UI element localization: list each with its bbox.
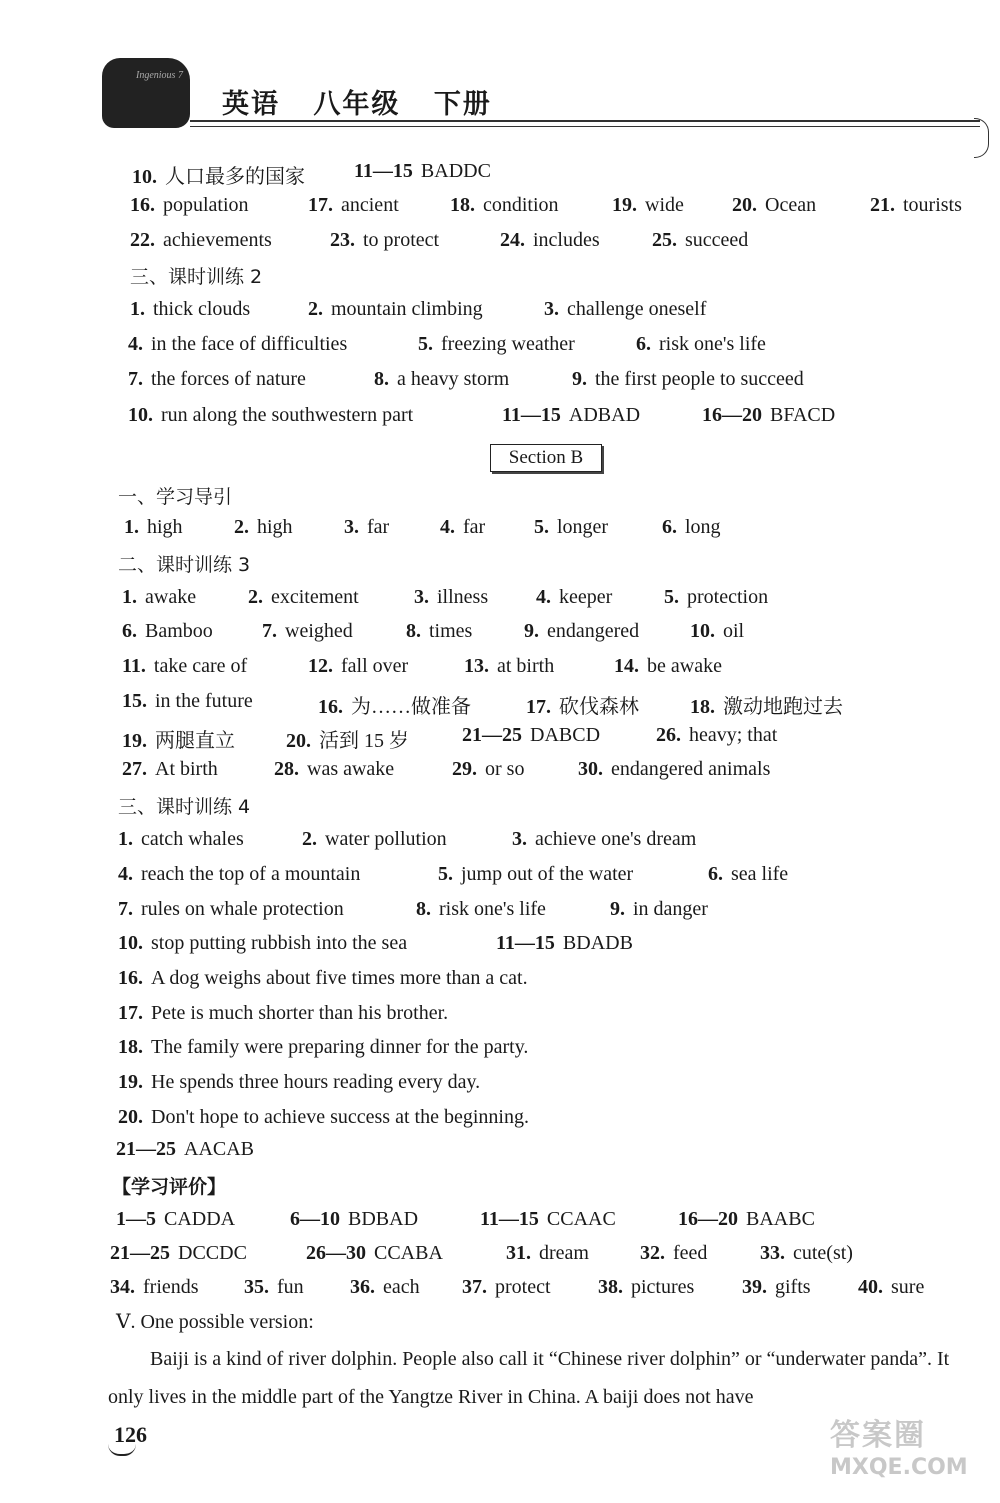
item-number: 5. <box>534 516 549 538</box>
answer-item <box>450 194 559 217</box>
answer-item <box>578 758 770 781</box>
item-text: in the face of difficulties <box>151 333 348 355</box>
item-number: 18. <box>118 1036 143 1058</box>
item-number: 21. <box>870 194 895 216</box>
item-number: 9. <box>610 898 625 920</box>
answer-item <box>534 516 608 539</box>
item-text: BDBAD <box>348 1208 419 1230</box>
answer-item <box>464 655 554 678</box>
item-number: 4. <box>440 516 455 538</box>
answer-item <box>350 1276 420 1299</box>
answer-item <box>248 586 359 609</box>
item-number: 15. <box>122 690 147 712</box>
answer-item <box>122 690 253 713</box>
item-number: 16—20 <box>678 1208 738 1230</box>
item-text: 激动地跑过去 <box>723 696 843 718</box>
watermark-logo: 答案圈 <box>830 1418 926 1453</box>
answer-item <box>116 1138 254 1161</box>
item-text: achievements <box>163 229 272 251</box>
answer-item <box>662 516 721 539</box>
item-text: at birth <box>497 655 555 677</box>
item-text: in the future <box>155 690 253 712</box>
answer-item <box>118 967 528 990</box>
item-text: take care of <box>153 655 248 677</box>
item-text: protection <box>687 586 769 608</box>
item-number: 10. <box>118 932 143 954</box>
item-text: BFACD <box>770 404 836 426</box>
evaluation-heading: 【学习评价】 <box>112 1176 227 1198</box>
answer-item <box>418 333 575 356</box>
header-logo <box>102 58 190 128</box>
answer-item <box>678 1208 815 1231</box>
answer-item <box>610 898 708 921</box>
item-text: tourists <box>903 194 962 216</box>
header-rule-thin <box>190 126 980 127</box>
answer-item <box>286 724 409 753</box>
answer-item <box>462 724 600 747</box>
item-text: BAABC <box>746 1208 815 1230</box>
item-number: 1. <box>124 516 139 538</box>
answer-item <box>330 229 439 252</box>
answer-item <box>234 516 293 539</box>
answer-item <box>130 229 272 252</box>
item-text: awake <box>145 586 197 608</box>
item-number: 27. <box>122 758 147 780</box>
answer-item <box>118 932 407 955</box>
item-text: illness <box>437 586 489 608</box>
answer-item <box>406 620 472 643</box>
item-number: 17. <box>308 194 333 216</box>
item-text: the first people to succeed <box>595 368 804 390</box>
item-number: 1. <box>130 298 145 320</box>
page-header-title <box>222 82 514 121</box>
answer-item <box>690 620 744 643</box>
item-number: 10. <box>690 620 715 642</box>
item-text: weighed <box>285 620 353 642</box>
item-number: 11—15 <box>480 1208 539 1230</box>
answer-item <box>128 333 347 356</box>
item-text: CCAAC <box>546 1208 616 1230</box>
answer-item <box>128 404 413 427</box>
item-number: 16. <box>118 967 143 989</box>
item-text: 人口最多的国家 <box>165 166 305 188</box>
answer-item <box>244 1276 304 1299</box>
item-text: the forces of nature <box>151 368 306 390</box>
item-text: excitement <box>271 586 359 608</box>
answer-item <box>122 620 213 643</box>
item-number: 10. <box>132 166 157 188</box>
answer-item <box>636 333 766 356</box>
item-text: gifts <box>775 1276 811 1298</box>
item-text: ancient <box>341 194 399 216</box>
answer-item <box>858 1276 924 1299</box>
answer-item <box>652 229 748 252</box>
item-text: Bamboo <box>145 620 213 642</box>
answer-item <box>760 1242 853 1265</box>
answer-item <box>122 758 218 781</box>
answer-item <box>690 690 843 719</box>
item-number: 11—15 <box>502 404 561 426</box>
item-number: 20. <box>732 194 757 216</box>
item-number: 13. <box>464 655 489 677</box>
item-text: CCABA <box>374 1242 443 1264</box>
logo-text: Ingenious 7 <box>136 70 183 81</box>
answer-item <box>536 586 612 609</box>
item-number: 12. <box>308 655 333 677</box>
item-number: 24. <box>500 229 525 251</box>
answer-item <box>262 620 353 643</box>
item-text: fun <box>277 1276 304 1298</box>
item-text: He spends three hours reading every day. <box>151 1071 481 1093</box>
item-text: BADDC <box>420 160 491 182</box>
answer-item <box>354 160 491 183</box>
answer-item <box>612 194 684 217</box>
item-number: 31. <box>506 1242 531 1264</box>
answer-item <box>118 1036 528 1059</box>
answer-item <box>702 404 835 427</box>
item-text: 为……做准备 <box>351 696 471 718</box>
item-number: 36. <box>350 1276 375 1298</box>
answer-item <box>118 863 360 886</box>
item-number: 4. <box>118 863 133 885</box>
answer-item <box>452 758 524 781</box>
answer-item <box>462 1276 551 1299</box>
volume-label: 下册 <box>433 89 492 120</box>
item-number: 11—15 <box>354 160 413 182</box>
answer-item <box>132 160 305 189</box>
item-text: stop putting rubbish into the sea <box>151 932 408 954</box>
item-text: or so <box>485 758 525 780</box>
item-number: 6. <box>636 333 651 355</box>
item-number: 5. <box>418 333 433 355</box>
item-text: wide <box>645 194 684 216</box>
answer-item <box>480 1208 616 1231</box>
item-number: 1—5 <box>116 1208 156 1230</box>
item-number: 7. <box>118 898 133 920</box>
item-text: Pete is much shorter than his brother. <box>151 1002 449 1024</box>
item-text: in danger <box>633 898 708 920</box>
item-text: endangered <box>547 620 640 642</box>
item-text: The family were preparing dinner for the party. <box>151 1036 529 1058</box>
answer-item <box>110 1276 199 1299</box>
answer-item <box>290 1208 418 1231</box>
answer-item <box>274 758 394 781</box>
answer-item <box>130 298 250 321</box>
answer-item <box>572 368 804 391</box>
section-heading: 三、课时训练 4 <box>118 796 251 818</box>
item-number: 18. <box>450 194 475 216</box>
watermark-url: MXQE.COM <box>830 1455 968 1480</box>
answer-item <box>524 620 639 643</box>
item-text: to protect <box>363 229 440 251</box>
item-number: 16. <box>130 194 155 216</box>
item-text: longer <box>557 516 609 538</box>
item-number: 4. <box>128 333 143 355</box>
item-text: 活到 15 岁 <box>319 730 409 752</box>
item-text: CADDA <box>164 1208 236 1230</box>
answer-item <box>598 1276 694 1299</box>
answer-item <box>502 404 640 427</box>
item-number: 3. <box>544 298 559 320</box>
item-number: 40. <box>858 1276 883 1298</box>
item-number: 6. <box>662 516 677 538</box>
item-text: mountain climbing <box>331 298 483 320</box>
item-number: 25. <box>652 229 677 251</box>
answer-item <box>664 586 768 609</box>
item-number: 9. <box>524 620 539 642</box>
item-number: 6. <box>122 620 137 642</box>
item-text: fall over <box>341 655 409 677</box>
item-number: 39. <box>742 1276 767 1298</box>
item-number: 26—30 <box>306 1242 366 1264</box>
item-text: be awake <box>647 655 722 677</box>
item-number: 29. <box>452 758 477 780</box>
item-text: jump out of the water <box>461 863 634 885</box>
item-text: 砍伐森林 <box>559 696 639 718</box>
item-number: 16. <box>318 696 343 718</box>
answer-item <box>122 586 196 609</box>
item-text: BDADB <box>562 932 633 954</box>
item-text: succeed <box>685 229 749 251</box>
item-text: rules on whale protection <box>141 898 344 920</box>
item-text: DABCD <box>530 724 601 746</box>
answer-item <box>500 229 600 252</box>
answer-item <box>732 194 816 217</box>
answer-item <box>116 1208 235 1231</box>
header-rule <box>190 120 980 122</box>
item-number: 18. <box>690 696 715 718</box>
item-number: 8. <box>374 368 389 390</box>
answer-item <box>118 1106 529 1129</box>
item-text: condition <box>483 194 559 216</box>
item-number: 5. <box>438 863 453 885</box>
item-number: 8. <box>416 898 431 920</box>
answer-item <box>122 655 247 678</box>
item-number: 2. <box>302 828 317 850</box>
answer-item <box>118 828 244 851</box>
answer-item <box>118 1071 480 1094</box>
answer-item <box>118 1002 448 1025</box>
answer-item <box>496 932 633 955</box>
item-text: risk one's life <box>439 898 546 920</box>
item-number: 3. <box>512 828 527 850</box>
answer-item <box>544 298 706 321</box>
answer-item <box>344 516 389 539</box>
item-text: ADBAD <box>568 404 641 426</box>
item-number: 1. <box>122 586 137 608</box>
section-heading: 一、学习导引 <box>118 486 233 508</box>
answer-item <box>110 1242 247 1265</box>
item-text: long <box>685 516 721 538</box>
item-text: endangered animals <box>611 758 771 780</box>
item-number: 11. <box>122 655 146 677</box>
item-number: 2. <box>308 298 323 320</box>
answer-item <box>506 1242 589 1265</box>
item-text: catch whales <box>141 828 244 850</box>
item-text: run along the southwestern part <box>161 404 414 426</box>
item-number: 17. <box>526 696 551 718</box>
item-text: AACAB <box>184 1138 255 1160</box>
item-number: 7. <box>262 620 277 642</box>
item-number: 1. <box>118 828 133 850</box>
item-number: 37. <box>462 1276 487 1298</box>
item-number: 21—25 <box>462 724 522 746</box>
item-text: reach the top of a mountain <box>141 863 361 885</box>
item-text: a heavy storm <box>397 368 510 390</box>
item-text: achieve one's dream <box>535 828 697 850</box>
answer-item <box>640 1242 707 1265</box>
item-text: protect <box>495 1276 551 1298</box>
section-heading: 三、课时训练 2 <box>130 266 263 288</box>
item-text: high <box>147 516 183 538</box>
item-number: 3. <box>344 516 359 538</box>
item-number: 14. <box>614 655 639 677</box>
answer-item <box>374 368 509 391</box>
item-number: 8. <box>406 620 421 642</box>
item-text: far <box>463 516 486 538</box>
answer-item <box>128 368 306 391</box>
answer-item <box>308 655 408 678</box>
item-text: cute(st) <box>793 1242 853 1264</box>
item-text: times <box>429 620 473 642</box>
item-number: 21—25 <box>110 1242 170 1264</box>
item-number: 9. <box>572 368 587 390</box>
item-text: sure <box>891 1276 925 1298</box>
item-text: population <box>163 194 249 216</box>
item-text: keeper <box>559 586 613 608</box>
answer-item <box>318 690 471 719</box>
item-number: 2. <box>234 516 249 538</box>
item-text: risk one's life <box>659 333 766 355</box>
item-number: 28. <box>274 758 299 780</box>
item-number: 19. <box>118 1071 143 1093</box>
section-heading: 二、课时训练 3 <box>118 554 251 576</box>
item-number: 30. <box>578 758 603 780</box>
answer-item <box>130 194 249 217</box>
item-text: water pollution <box>325 828 447 850</box>
item-number: 17. <box>118 1002 143 1024</box>
item-number: 4. <box>536 586 551 608</box>
item-number: 38. <box>598 1276 623 1298</box>
sample-paragraph <box>108 1340 958 1416</box>
answer-item <box>742 1276 811 1299</box>
answer-item <box>438 863 633 886</box>
item-number: 6—10 <box>290 1208 340 1230</box>
grade-label: 八年级 <box>313 89 401 120</box>
item-text: A dog weighs about five times more than a cat. <box>151 967 528 989</box>
section-b-label: Section B <box>490 444 602 472</box>
item-number: 34. <box>110 1276 135 1298</box>
item-number: 20. <box>286 730 311 752</box>
answer-item <box>656 724 777 747</box>
answer-item <box>416 898 546 921</box>
answer-item <box>308 298 483 321</box>
item-text: 两腿直立 <box>155 730 235 752</box>
item-number: 23. <box>330 229 355 251</box>
item-text: feed <box>673 1242 708 1264</box>
answer-item <box>708 863 788 886</box>
item-text: At birth <box>155 758 218 780</box>
item-text: heavy; that <box>689 724 778 746</box>
version-line: Ⅴ. One possible version: <box>116 1311 314 1333</box>
answer-item <box>440 516 485 539</box>
item-text: high <box>257 516 293 538</box>
item-text: pictures <box>631 1276 695 1298</box>
item-number: 26. <box>656 724 681 746</box>
item-number: 21—25 <box>116 1138 176 1160</box>
item-text: Ocean <box>765 194 817 216</box>
item-text: was awake <box>307 758 395 780</box>
item-text: each <box>383 1276 420 1298</box>
answer-item <box>306 1242 443 1265</box>
item-number: 7. <box>128 368 143 390</box>
item-number: 20. <box>118 1106 143 1128</box>
item-number: 11—15 <box>496 932 555 954</box>
item-text: far <box>367 516 390 538</box>
item-text: DCCDC <box>178 1242 247 1264</box>
answer-item <box>124 516 183 539</box>
item-number: 19. <box>122 730 147 752</box>
item-number: 19. <box>612 194 637 216</box>
answer-item <box>870 194 962 217</box>
item-number: 6. <box>708 863 723 885</box>
item-number: 32. <box>640 1242 665 1264</box>
answer-item <box>512 828 696 851</box>
answer-item <box>614 655 722 678</box>
item-number: 10. <box>128 404 153 426</box>
answer-item <box>122 724 235 753</box>
page-number: 126 <box>114 1422 147 1447</box>
item-number: 22. <box>130 229 155 251</box>
item-text: thick clouds <box>153 298 251 320</box>
item-text: oil <box>723 620 745 642</box>
item-text: friends <box>143 1276 199 1298</box>
answer-item <box>414 586 488 609</box>
item-number: 33. <box>760 1242 785 1264</box>
item-number: 35. <box>244 1276 269 1298</box>
item-text: sea life <box>731 863 789 885</box>
item-text: freezing weather <box>441 333 575 355</box>
page-number-curl <box>108 1444 136 1456</box>
item-text: Don't hope to achieve success at the beginning. <box>151 1106 529 1128</box>
item-text: dream <box>539 1242 589 1264</box>
item-number: 2. <box>248 586 263 608</box>
item-number: 5. <box>664 586 679 608</box>
answer-item <box>302 828 447 851</box>
answer-item <box>308 194 399 217</box>
answer-item <box>118 898 344 921</box>
item-number: 16—20 <box>702 404 762 426</box>
answer-item <box>526 690 639 719</box>
item-text: challenge oneself <box>567 298 707 320</box>
paragraph-text: Baiji is a kind of river dolphin. People also call it “Chinese river dolphin” or “underwater panda”. It only lives in the middle part of the Yangtze River in China. A baiji does not have <box>108 1348 950 1408</box>
subject-label: 英语 <box>222 89 280 120</box>
item-number: 3. <box>414 586 429 608</box>
header-rule-curl <box>974 118 989 158</box>
item-text: includes <box>533 229 600 251</box>
